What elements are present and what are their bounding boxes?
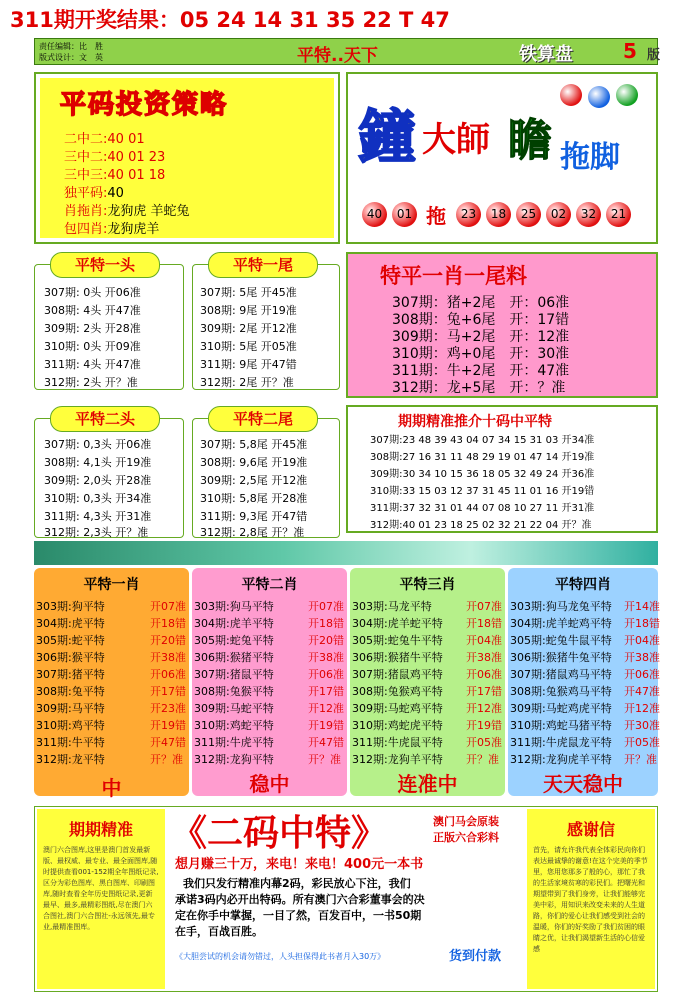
designer-credit: 版式设计：文 英 [39, 53, 103, 62]
master-char-4: 拖脚 [560, 140, 620, 175]
list-item: 312期：龙+5尾 开：？准 [392, 380, 566, 396]
pingma-row: 三中三:40 01 18 [64, 168, 166, 183]
center-sub-2: 正版六合彩料 [433, 831, 499, 844]
list-item: 306期:猴猪平特 开38准 [194, 651, 344, 664]
list-item: 312期:龙平特 开？准 [36, 753, 183, 766]
col-1 [34, 568, 189, 800]
list-item: 312期:40 01 23 18 25 02 32 21 22 04 开？准 [370, 520, 592, 531]
col-title: 平特二肖 [241, 577, 298, 593]
tenma-title: 期期精准推介十码中平特 [398, 414, 552, 430]
col-foot: 连准中 [397, 772, 458, 796]
list-item: 309期: 2,5尾 开12准 [200, 474, 308, 487]
list-item: 304期:虎羊蛇鸡平特 开18错 [510, 617, 660, 630]
pingma-title: 平码投资策略 [60, 90, 229, 120]
texiao-box [346, 252, 658, 398]
pingte-2wei-title: 平特二尾 [208, 406, 318, 432]
col-3 [350, 568, 505, 796]
center-banner: 想月赚三十万，来电！来电！400元一本书 [175, 857, 424, 872]
center-slogan: 《大胆尝试的机会请勿错过，人头担保得此书者月入30万》 [175, 952, 386, 961]
list-item: 311期:牛虎鼠龙平特 开05准 [510, 736, 660, 749]
pingte-wei-title: 平特一尾 [208, 252, 318, 278]
list-item: 312期:龙狗平特 开？准 [194, 753, 341, 766]
number-ball: 25 [516, 202, 541, 227]
col-foot: 稳中 [249, 772, 290, 796]
list-item: 303期:狗马龙兔平特 开14准 [510, 600, 660, 613]
list-item: 311期: 9,3尾 开47错 [200, 510, 308, 523]
center-sub-1: 澳门马会原装 [433, 815, 499, 828]
list-item: 304期:虎羊平特 开18错 [194, 617, 344, 630]
list-item: 311期:牛虎平特 开47错 [194, 736, 344, 749]
pingma-strategy-box [34, 72, 340, 244]
master-box [346, 72, 658, 244]
divider-band [34, 541, 658, 565]
right-panel-title: 感谢信 [566, 820, 615, 839]
list-item: 312期: 2头 开？准 [44, 376, 138, 389]
list-item: 303期:狗平特 开07准 [36, 600, 186, 613]
list-item: 308期:兔平特 开17错 [36, 685, 186, 698]
center-body-line: 我们只发行精准内幕2码，彩民放心下注，我们 [183, 877, 411, 890]
list-item: 312期: 2,8尾 开？准 [200, 526, 305, 539]
pingma-row: 肖拖肖:龙狗虎 羊蛇兔 [64, 204, 190, 219]
list-item: 310期: 5,8尾 开28准 [200, 492, 308, 505]
list-item: 311期: 9尾 开47错 [200, 358, 297, 371]
list-item: 305期:蛇兔牛平特 开04准 [352, 634, 502, 647]
list-item: 309期: 2尾 开12准 [200, 322, 297, 335]
pingma-row: 包四肖:龙狗虎羊 [64, 222, 160, 237]
list-item: 304期:虎平特 开18错 [36, 617, 186, 630]
blue-ball-icon [588, 86, 610, 108]
list-item: 312期:龙狗羊平特 开？准 [352, 753, 499, 766]
list-item: 307期:猪鼠鸡平特 开06准 [352, 668, 502, 681]
number-ball: 40 [362, 202, 387, 227]
red-ball-icon [560, 84, 582, 106]
pingma-row: 三中二:40 01 23 [64, 150, 166, 165]
list-item: 310期: 0,3头 开34准 [44, 492, 152, 505]
list-item: 309期：马+2尾 开：12准 [392, 329, 570, 345]
list-item: 307期: 0,3头 开06准 [44, 438, 152, 451]
texiao-title: 特平一肖一尾料 [380, 264, 527, 288]
list-item: 309期: 2头 开28准 [44, 322, 141, 335]
list-item: 306期:猴猪牛兔平特 开38准 [510, 651, 660, 664]
list-item: 308期:27 16 31 11 48 29 19 01 47 14 开19准 [370, 452, 595, 463]
list-item: 308期: 9尾 开19准 [200, 304, 297, 317]
list-item: 310期:鸡蛇马猪平特 开30准 [510, 719, 660, 732]
col-foot: 天天稳中 [543, 772, 623, 796]
list-item: 307期:23 48 39 43 04 07 34 15 31 03 开34准 [370, 435, 595, 446]
right-panel [527, 809, 655, 989]
list-item: 310期:33 15 03 12 37 31 45 11 01 16 开19错 [370, 486, 595, 497]
list-item: 307期: 5,8尾 开45准 [200, 438, 308, 451]
master-char-3: 瞻 [508, 115, 552, 166]
list-item: 311期: 4头 开47准 [44, 358, 141, 371]
center-body-line: 承诺3码内必开出特码。所有澳门六合彩董事会的决 [175, 893, 425, 906]
list-item: 306期:猴平特 开38准 [36, 651, 186, 664]
topbar-title: 平特..天下 [297, 46, 378, 66]
list-item: 311期:牛平特 开47错 [36, 736, 186, 749]
number-ball: 01 [392, 202, 417, 227]
list-item: 311期: 4,3头 开31准 [44, 510, 152, 523]
list-item: 308期: 4,1头 开19准 [44, 456, 152, 469]
col-title: 平特四肖 [555, 577, 611, 593]
list-item: 303期:马龙平特 开07准 [352, 600, 502, 613]
list-item: 307期: 0头 开06准 [44, 286, 141, 299]
list-item: 309期: 2,0头 开28准 [44, 474, 152, 487]
number-ball: 32 [576, 202, 601, 227]
col-foot: 中 [101, 776, 122, 800]
center-big-title: 《二码中特》 [171, 813, 388, 854]
list-item: 310期: 5尾 开05准 [200, 340, 297, 353]
list-item: 308期:兔猴平特 开17错 [194, 685, 344, 698]
list-item: 309期:马蛇鸡虎平特 开12准 [510, 702, 660, 715]
draw-result-header: 311期开奖结果：05 24 14 31 35 22 T 47 [10, 8, 450, 32]
col-title: 平特三肖 [399, 577, 456, 593]
pingma-row: 二中二:40 01 [64, 132, 145, 147]
number-ball: 18 [486, 202, 511, 227]
list-item: 308期:兔猴鸡平特 开17错 [352, 685, 502, 698]
list-item: 312期:龙狗虎羊平特 开？准 [510, 753, 657, 766]
editor-credit: 责任编辑：比 胜 [39, 42, 103, 51]
list-item: 310期：鸡+0尾 开：30准 [392, 346, 570, 362]
credits [39, 41, 103, 63]
center-body-line: 定在你手中掌握，一目了然，百发百中，一书50期 [175, 909, 422, 922]
pingte-2tou-title: 平特二头 [50, 406, 160, 432]
number-ball: 02 [546, 202, 571, 227]
left-panel-text: 澳门六合图库,这里是澳门首发最新版、最权威、最专业、最全面图库,随时提供查看001-152期全年图纸记录,区分为彩色图库、黑白图库、印刷图库,随时查看全年历史图纸记录,更新最早、最多,最精彩图纸,尽在澳门六合图社,澳门六合图社-永远领先,最专业,最精准图库。 [43, 846, 159, 931]
list-item: 311期:牛虎鼠平特 开05准 [352, 736, 502, 749]
list-item: 310期:鸡蛇虎平特 开19错 [352, 719, 502, 732]
version-label: 版 [647, 48, 661, 63]
list-item: 310期:鸡平特 开19错 [36, 719, 186, 732]
list-item: 307期:猪鼠平特 开06准 [194, 668, 344, 681]
left-panel-title: 期期精准 [68, 820, 133, 839]
list-item: 311期:37 32 31 01 44 07 08 10 27 11 开31准 [370, 503, 595, 514]
list-item: 307期:猪鼠鸡马平特 开06准 [510, 668, 660, 681]
col-2 [192, 568, 347, 796]
list-item: 305期:蛇平特 开20错 [36, 634, 186, 647]
pingte-tou-title: 平特一头 [50, 252, 160, 278]
pingma-row: 独平码:40 [64, 186, 124, 201]
tenma-box [346, 405, 658, 533]
list-item: 306期:猴猪牛平特 开38准 [352, 651, 502, 664]
center-body-line: 在手，百战百胜。 [175, 925, 263, 938]
list-item: 307期: 5尾 开45准 [200, 286, 297, 299]
version-number: 5 [623, 39, 637, 63]
right-panel-text: 首先，请允许我代表全体彩民向你们表达最诚挚的谢意!在这个完美的季节里，您用您那多了般的心，那忙了我的生活家境贫寒的彩民们。把曙光和期望带到了我们身旁，让我们能够完美中彩，用知识来改变未来的人生道路，你们的爱心让我们感受到社会的温暖，你们的好奖励了我们贫困的眼睛之优，让我们渴望新生活的心信爱感 [533, 846, 648, 953]
number-ball: 23 [456, 202, 481, 227]
list-item: 308期: 9,6尾 开19准 [200, 456, 308, 469]
list-item: 305期:蛇兔平特 开20错 [194, 634, 344, 647]
green-ball-icon [616, 84, 638, 106]
topbar-brand: 铁算盘 [519, 44, 573, 65]
col-4 [508, 568, 658, 796]
col-title: 平特一肖 [83, 577, 140, 593]
list-item: 307期：猪+2尾 开：06准 [392, 295, 570, 311]
list-item: 305期:蛇兔牛鼠平特 开04准 [510, 634, 660, 647]
list-item: 309期:马蛇平特 开12准 [194, 702, 344, 715]
list-item: 308期:兔猴鸡马平特 开47准 [510, 685, 660, 698]
list-item: 308期: 4头 开47准 [44, 304, 141, 317]
drag-label: 拖 [426, 204, 446, 228]
top-bar [34, 38, 661, 66]
list-item: 309期:马蛇鸡平特 开12准 [352, 702, 502, 715]
list-item: 304期:虎羊蛇平特 开18错 [352, 617, 502, 630]
list-item: 307期:猪平特 开06准 [36, 668, 186, 681]
bottom-section [34, 806, 658, 992]
master-char-1: 鐘 [358, 103, 417, 171]
master-char-2: 大師 [422, 120, 490, 160]
center-header [171, 809, 521, 854]
list-item: 312期: 2尾 开？准 [200, 376, 294, 389]
left-panel [37, 809, 165, 989]
pay-on-delivery: 货到付款 [449, 949, 502, 964]
list-item: 310期:鸡蛇平特 开19错 [194, 719, 344, 732]
list-item: 308期：兔+6尾 开：17错 [392, 312, 570, 328]
list-item: 309期:马平特 开23准 [36, 702, 186, 715]
list-item: 309期:30 34 10 15 36 18 05 32 49 24 开36准 [370, 469, 595, 480]
list-item: 310期: 0头 开09准 [44, 340, 141, 353]
list-item: 311期：牛+2尾 开：47准 [392, 363, 570, 379]
list-item: 312期: 2,3头 开？准 [44, 526, 149, 539]
number-ball: 21 [606, 202, 631, 227]
list-item: 303期:狗马平特 开07准 [194, 600, 344, 613]
